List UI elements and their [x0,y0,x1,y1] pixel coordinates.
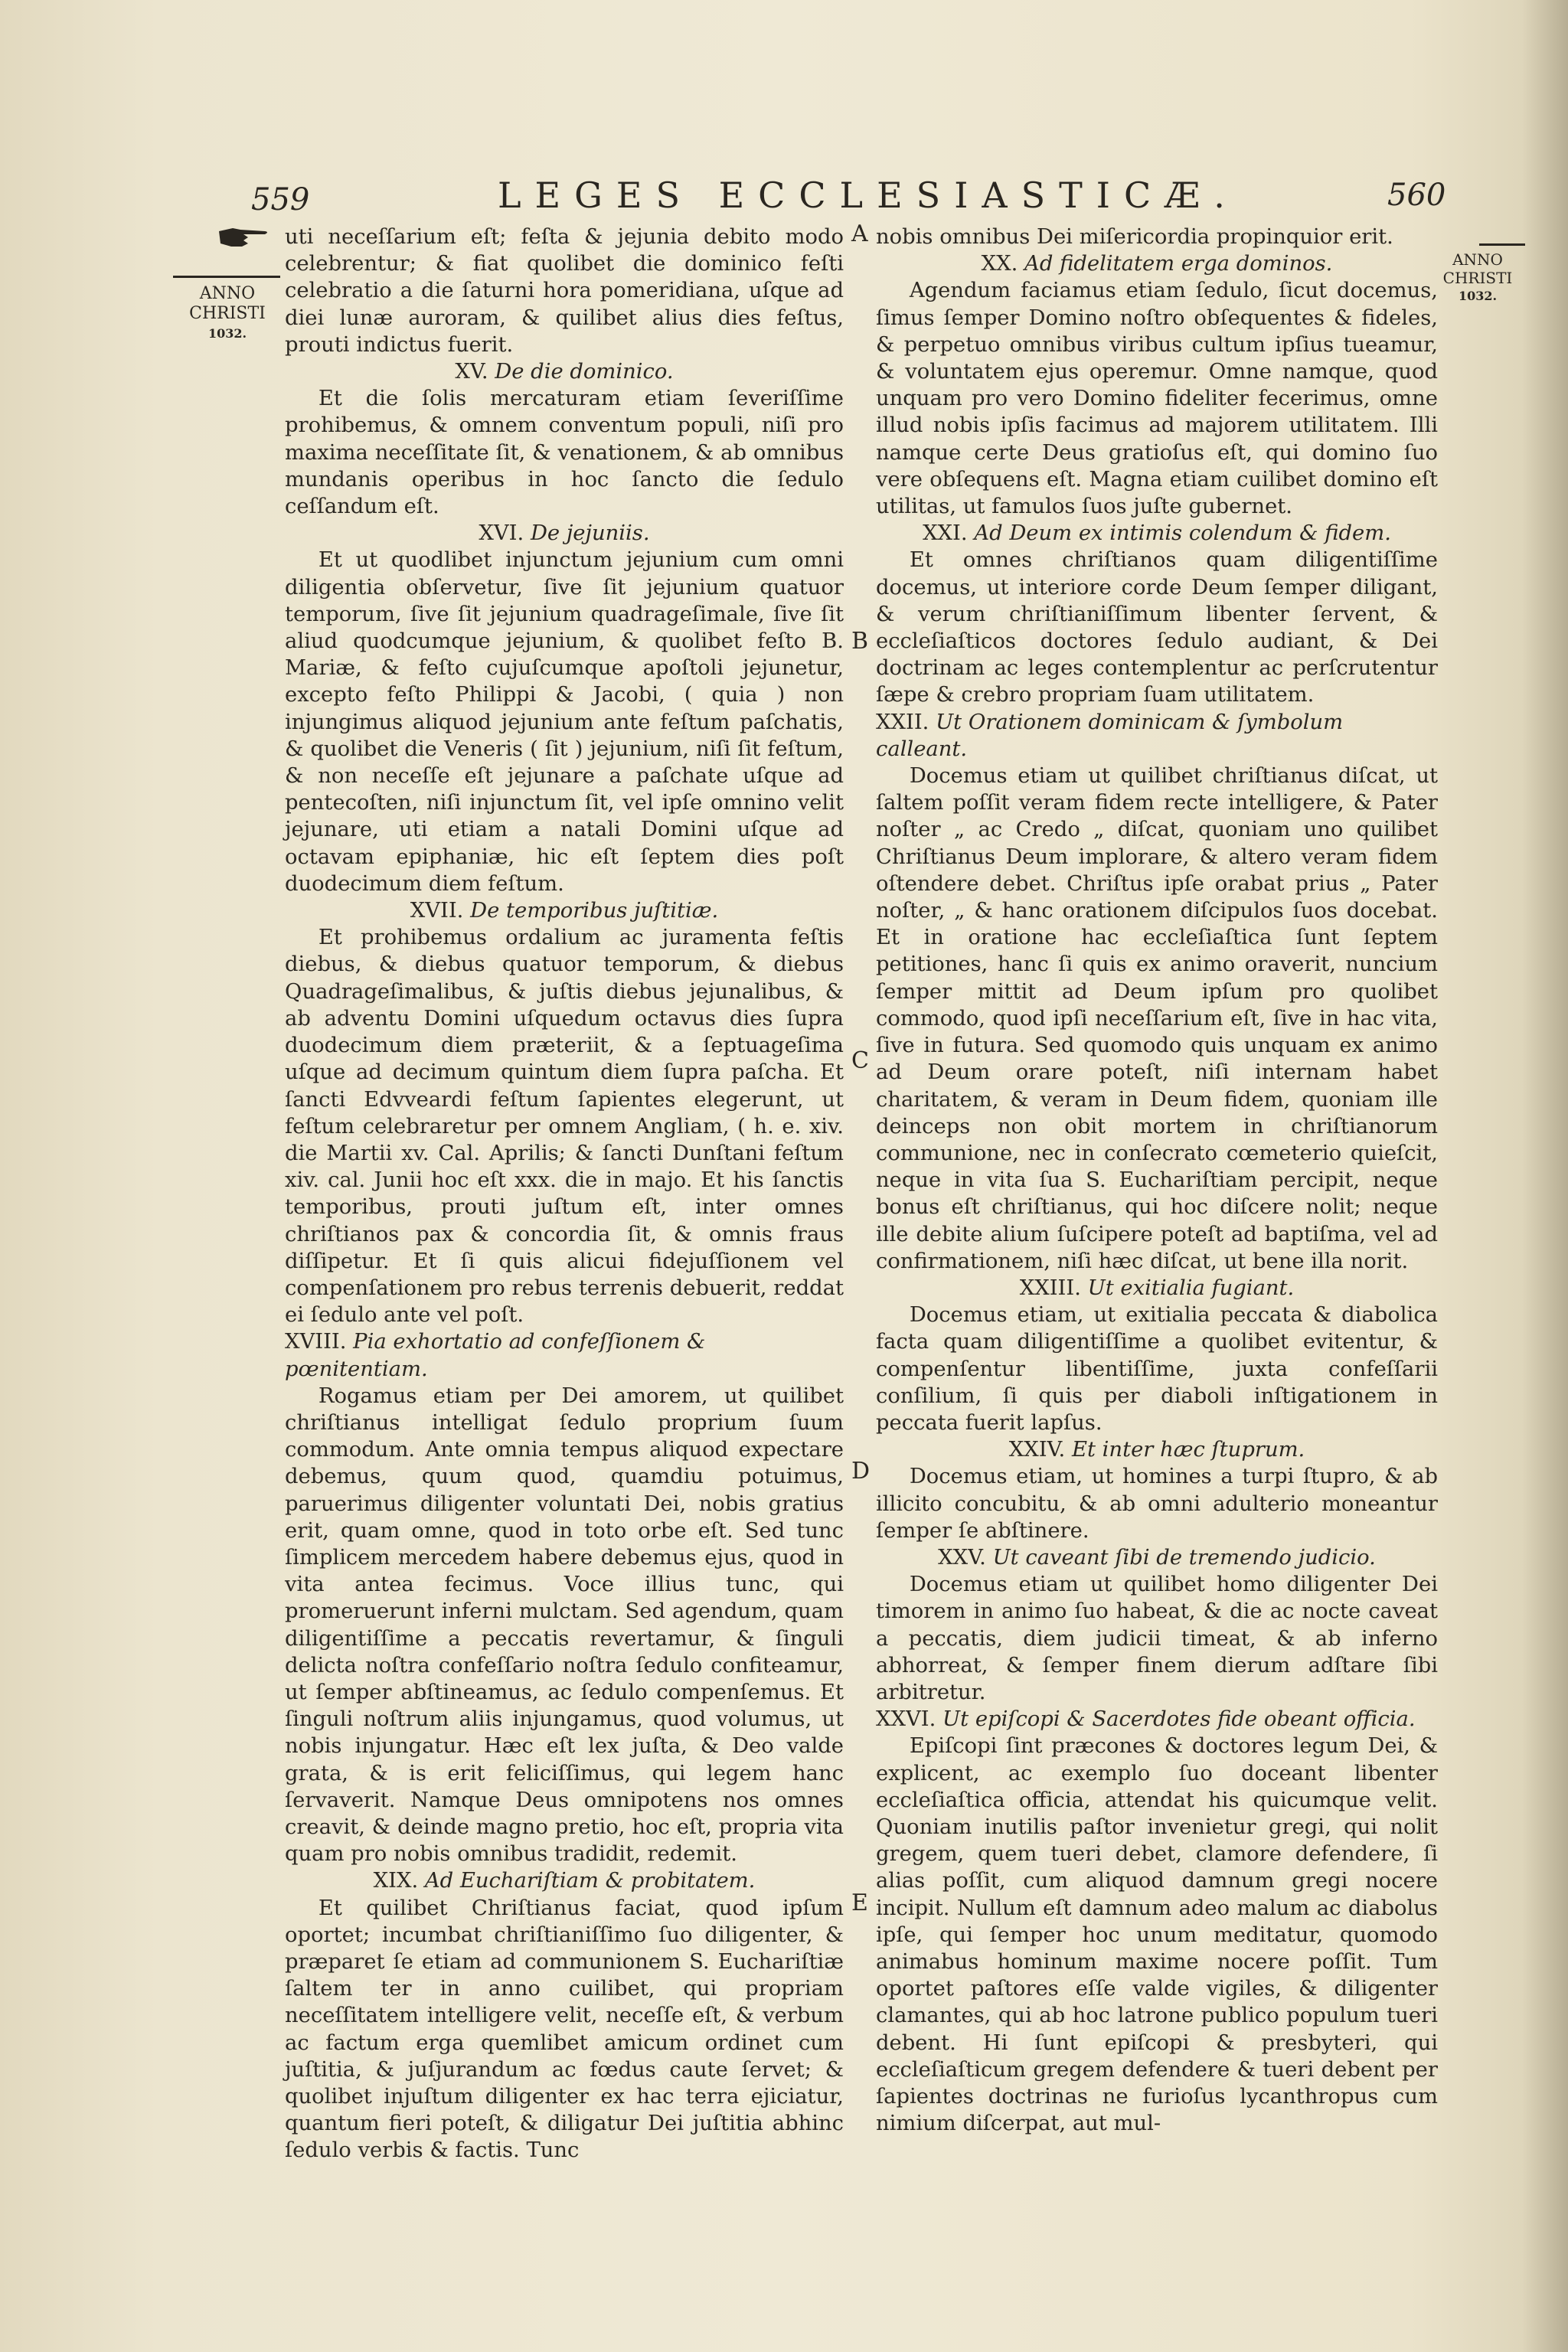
chapter-title: Pia exhortatio ad confeſſionem & pœnitentiam. [285,1330,706,1381]
paragraph: Et die ſolis mercaturam etiam ſeveriſſime prohibemus, & omnem conventum populi, niſi pro maxima neceſſitate ſit, & venationem, & ab omnibus mundanis operibus in hoc ſancto die ſedulo ceſſandum eſt. [285,387,844,519]
chapter-number: XXV. [938,1545,986,1570]
chapter-title: Ad Deum ex intimis colendum & fidem. [974,521,1391,546]
right-column [876,224,1438,2137]
paragraph: Et omnes chriſtianos quam diligentiſſime docemus, ut interiore corde Deum ſemper diligant, & verum chriſtianiſſimum libenter ſervent, & eccleſiaſticos doctores ſedulo audiant, & Dei doctrinam ac leges contemplentur ac perſcrutentur ſæpe & crebro propriam ſuam utilitatem. [876,548,1438,707]
section-letter-e: E [851,1890,868,1916]
paragraph: Et prohibemus ordalium ac juramenta feſtis diebus, & diebus quatuor temporum, & diebus Quadrageſimalibus, & juſtis diebus jejunalibus, & ab adventu Domini uſquedum octavus dies ſupra duodecimum diem præteriit, & a ſeptuageſima uſque ad decimum quintum diem ſupra paſcha. Et ſancti Edvveardi feſtum ſapientes elegerunt, ut feſtum celebraretur per omnem Angliam, ( h. e. xiv. die Martii xv. Cal. Aprilis; & ſancti Dunſtani feſtum xiv. cal. Junii hoc eſt xxx. die in majo. Et his ſanctis temporibus, prouti juſtum eſt, inter omnes chriſtianos pax & concordia ſit, & omnis fraus diſſipetur. Et ſi quis alicui fidejuſſionem vel compenſationem pro rebus terrenis debuerit, reddat ei ſedulo ante vel poſt. [285,926,844,1328]
chapter-number: XVII. [410,899,464,923]
chapter-number: XX. [981,252,1018,276]
chapter-number: XVIII. [285,1330,347,1354]
chapter-title: Et inter hæc ſtuprum. [1071,1438,1305,1462]
chapter-heading [876,520,1438,547]
chapter-title: Ad Euchariſtiam & probitatem. [424,1869,756,1893]
chapter-title: Ut exitialia fugiant. [1087,1276,1295,1300]
anno-label: ANNO [199,284,256,303]
year-label: 1032. [1458,289,1498,303]
margin-rule-left [173,276,280,278]
chapter-heading [876,1436,1438,1463]
chapter-title: Ut epiſcopi & Sacerdotes fide obeant officia. [942,1707,1416,1732]
pointing-hand-icon [217,224,271,251]
chapter-title: Ad fidelitatem erga dominos. [1024,252,1333,276]
chapter-title: De die dominico. [495,360,674,384]
chapter-heading [285,358,844,385]
paragraph: uti neceſſarium eſt; feſta & jejunia debito modo celebrentur; & fiat quolibet die dominico feſti celebratio a die ſaturni hora pomeridiana, uſque ad diei lunæ auroram, & quilibet alius dies feſtus, prouti indictus fuerit. [285,225,844,357]
margin-rule-right [1479,243,1525,246]
chapter-number: XXII. [876,710,929,734]
chapter-heading [876,709,1438,763]
chapter-heading [876,1275,1438,1302]
chapter-number: XXIII. [1019,1276,1081,1300]
page-edge-shadow [1522,0,1568,2352]
chapter-heading [285,520,844,547]
paragraph: Docemus etiam, ut exitialia peccata & diabolica facta quam diligentiſſime a quolibet evitentur, & compenſentur libentiſſime, juxta confeſſarii conſilium, ſi quis per diaboli inſtigationem in peccata fuerit lapſus. [876,1303,1438,1435]
chapter-number: XXVI. [876,1707,936,1732]
running-head-title: LEGES ECCLESIASTICÆ. [498,175,1239,216]
section-letter-d: D [851,1458,871,1485]
paragraph: Et ut quodlibet injunctum jejunium cum omni diligentia obſervetur, ſive ſit jejunium quatuor temporum, ſive ſit jejunium quadrageſimale, ſive ſit aliud quodcumque jejunium, & quolibet feſto B. Mariæ, & feſto cujuſcumque apoſtoli jejunetur, excepto feſto Philippi & Jacobi, ( quia ) non injungimus aliquod jejunium ante feſtum paſchatis, & quolibet die Veneris ( ſit ) jejunium, niſi ſit feſtum, & non neceſſe eſt jejunare a paſchate uſque ad pentecoſten, niſi injunctum ſit, vel ipſe omnino velit jejunare, uti etiam a natali Domini uſque ad octavam epiphaniæ, hic eſt ſeptem dies poſt duodecimum diem feſtum. [285,548,844,896]
chapter-heading [285,1328,844,1382]
christi-label: CHRISTI [189,304,266,323]
chapter-title: Ut caveant ſibi de tremendo judicio. [992,1545,1376,1570]
chapter-number: XVI. [479,521,524,546]
paragraph: Et quilibet Chriſtianus faciat, quod ipſum oportet; incumbat chriſtianiſſimo ſuo diligenter, & præparet ſe etiam ad communionem S. Euchariſtiæ ſaltem ter in anno cuilibet, qui propriam neceſſitatem intelligere velit, neceſſe eſt, & verbum ac factum erga quemlibet amicum ordinet cum juſtitia, & juſjurandum ac fœdus caute ſervet; & quolibet injuſtum diligenter ex hac terra ejiciatur, quantum fieri poteſt, & diligatur Dei juſtitia abhinc ſedulo verbis & factis. Tunc [285,1896,844,2163]
left-column [285,224,844,2164]
margin-note-right [1439,243,1516,305]
chapter-title: De temporibus juſtitiæ. [470,899,719,923]
anno-label: ANNO [1452,250,1503,269]
paragraph: nobis omnibus Dei miſericordia propinquior erit. [876,225,1393,249]
page-number-left: 559 [251,182,310,217]
chapter-heading [876,1706,1438,1733]
section-letter-c: C [851,1047,869,1074]
chapter-heading [285,897,844,924]
margin-note-left [178,276,277,344]
chapter-number: XIX. [373,1869,419,1893]
paragraph: Docemus etiam ut quilibet homo diligenter Dei timorem in animo ſuo habeat, & die ac nocte caveat a peccatis, diem judicii timeat, & ab inferno abhorreat, & ſemper finem dierum adſtare ſibi arbitretur. [876,1573,1438,1704]
paragraph: Epiſcopi ſint præcones & doctores legum Dei, & explicent, ac exemplo ſuo doceant libenter eccleſiaſtica officia, attendat his quicumque velit. Quoniam inutilis paſtor invenietur gregi, qui nolit gregem, quem tueri debet, clamore defendere, ſi alias poſſit, cum aliquod damnum gregi nocere incipit. Nullum eſt damnum adeo malum ac diabolus ipſe, qui ſemper hoc unum meditatur, quomodo animabus hominum maxime nocere poſſit. Tum oportet paſtores eſſe valde vigiles, & diligenter clamantes, qui ab hoc latrone publico populum tueri debent. Hi ſunt epiſcopi & presbyteri, qui eccleſiaſticum gregem defendere & tueri debent per ſapientes doctrinas ne furioſus lycanthropus cum nimium diſcerpat, aut mul- [876,1734,1438,2136]
chapter-heading [876,1544,1438,1571]
year-label: 1032. [207,326,247,341]
chapter-heading [876,250,1438,277]
chapter-number: XXI. [923,521,968,546]
page-number-right: 560 [1387,178,1446,213]
paragraph: Agendum faciamus etiam ſedulo, ſicut docemus, ſimus ſemper Domino noſtro obſequentes & fideles, & perpetuo omnibus viribus cultum ipſius tueamur, & voluntatem ejus operemur. Omne namque, quod unquam pro vero Domino fideliter fecerimus, omne illud nobis ipſis facimus ad majorem utilitatem. Illi namque certe Deus gratioſus eſt, qui domino ſuo vere obſequens eſt. Magna etiam cuilibet domino eſt utilitas, ut famulos ſuos juſte gubernet. [876,279,1438,519]
paragraph: Docemus etiam ut quilibet chriſtianus diſcat, ut ſaltem poſſit veram fidem recte intelligere, & Pater noſter „ ac Credo „ diſcat, quoniam uno quilibet Chriſtianus Deum implorare, & altero veram fidem oſtendere debet. Chriſtus ipſe orabat prius „ Pater noſter, „ & hanc orationem diſcipulos ſuos docebat. Et in oratione hac eccleſiaſtica ſunt ſeptem petitiones, hanc ſi quis ex animo oraverit, nuncium ſemper mittit ad Deum ipſum pro quolibet commodo, quod ipſi neceſſarium eſt, ſive in hac vita, ſive in futura. Sed quomodo quis unquam ex animo ad Deum orare poteſt, niſi internam habet charitatem, & veram in Deum fidem, quoniam ille deinceps non obit mortem in chriſtianorum communione, nec in conſecrato cœmeterio quieſcit, neque in vita ſua S. Euchariſtiam percipit, neque bonus eſt chriſtianus, qui hoc diſcere nolit; neque ille debite alium ſuſcipere poteſt ad baptiſma, vel ad confirmationem, niſi hæc diſcat, ut bene illa norit. [876,764,1438,1273]
section-letter-a: A [851,220,868,247]
paragraph: Docemus etiam, ut homines a turpi ſtupro, & ab illicito concubitu, & ab omni adulterio moneantur ſemper ſe abſtinere. [876,1465,1438,1543]
chapter-title: De jejuniis. [530,521,650,546]
chapter-heading [285,1867,844,1894]
section-letter-b: B [851,628,869,655]
chapter-number: XXIV. [1008,1438,1066,1462]
chapter-title: Ut Orationem dominicam & ſymbolum calleant. [876,710,1344,761]
chapter-number: XV. [455,360,488,384]
christi-label: CHRISTI [1442,269,1513,287]
paragraph: Rogamus etiam per Dei amorem, ut quilibet chriſtianus intelligat ſedulo proprium ſuum commodum. Ante omnia tempus aliquod expectare debemus, quum quod, quamdiu potuimus, paruerimus diligenter voluntati Dei, nobis gratius erit, quam omne, quod in toto orbe eſt. Sed tunc ſimplicem mercedem habere debemus ejus, quod in vita antea fecimus. Voce illius tunc, qui promeruerunt inferni mulctam. Sed agendum, quam diligentiſſime a peccatis revertamur, & ſinguli delicta noſtra confeſſario noſtra ſedulo confiteamur, ut ſemper abſtineamus, ac ſedulo compenſemus. Et ſinguli noſtrum aliis injungamus, quod volumus, ut nobis injungatur. Hæc eſt lex juſta, & Deo valde grata, & is erit feliciſſimus, qui legem hanc ſervaverit. Namque Deus omnipotens nos omnes creavit, & deinde magno pretio, hoc eſt, propria vita quam pro nobis omnibus tradidit, redemit. [285,1383,844,1867]
